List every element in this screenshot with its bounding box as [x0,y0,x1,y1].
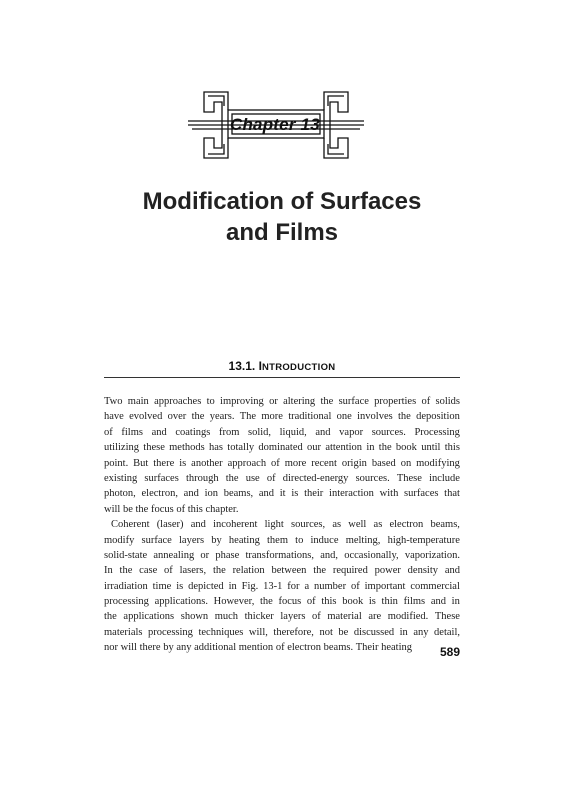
text-line: materials processing techniques will, therefore, not be discussed in any detail, [104,626,460,638]
text-line: point. But there is another approach of more recent origin based on modifying [104,457,460,469]
page-number: 589 [439,645,460,659]
chapter-badge [188,88,364,160]
text-line: utilizing these methods has totally dominated our attention in the book until this [104,442,460,454]
chapter-title-line-1: Modification of Surfaces [142,188,422,215]
text-line: Two main approaches to improving or altering the surface properties of solids [104,396,460,407]
section-title-initial: I [258,359,262,373]
text-line: will be the focus of this chapter. [104,503,239,515]
section-title-rest: NTRODUCTION [261,362,336,373]
text-line: existing surfaces through the use of directed-energy sources. These include [104,472,460,484]
section-divider [104,377,460,378]
text-line: photon, electron, and ion beams, and it is their interaction with surfaces that [104,488,460,500]
chapter-label: Chapter 13 [230,115,320,134]
chapter-title-line-2: and Films [225,219,339,246]
text-line: of films and coatings from solid, liquid, and vapor sources. Processing [104,426,460,438]
text-line: modify surface layers by heating them to induce melting, high-temperature [104,534,460,546]
section-number: 13.1. [228,359,256,373]
text-line: the applications shown much thicker layers of material are modified. These [104,611,460,623]
section-heading [104,358,460,376]
text-line: processing applications. However, the focus of this book is thin films and in [104,596,460,608]
text-line: Coherent (laser) and incoherent light sources, as well as electron beams, [111,519,460,531]
chapter-title [100,186,464,248]
text-line: have evolved over the years. The more traditional one involves the deposition [104,411,460,423]
text-line: In the case of lasers, the relation between the required power density and [104,565,460,577]
text-line: solid-state annealing or phase transformations, and, occasionally, vaporization. [104,549,460,561]
text-line: irradiation time is depicted in Fig. 13-1 for a number of important commercial [104,580,460,592]
body-text [104,394,460,656]
text-line: nor will there by any additional mention of electron beams. Their heating [104,642,412,654]
